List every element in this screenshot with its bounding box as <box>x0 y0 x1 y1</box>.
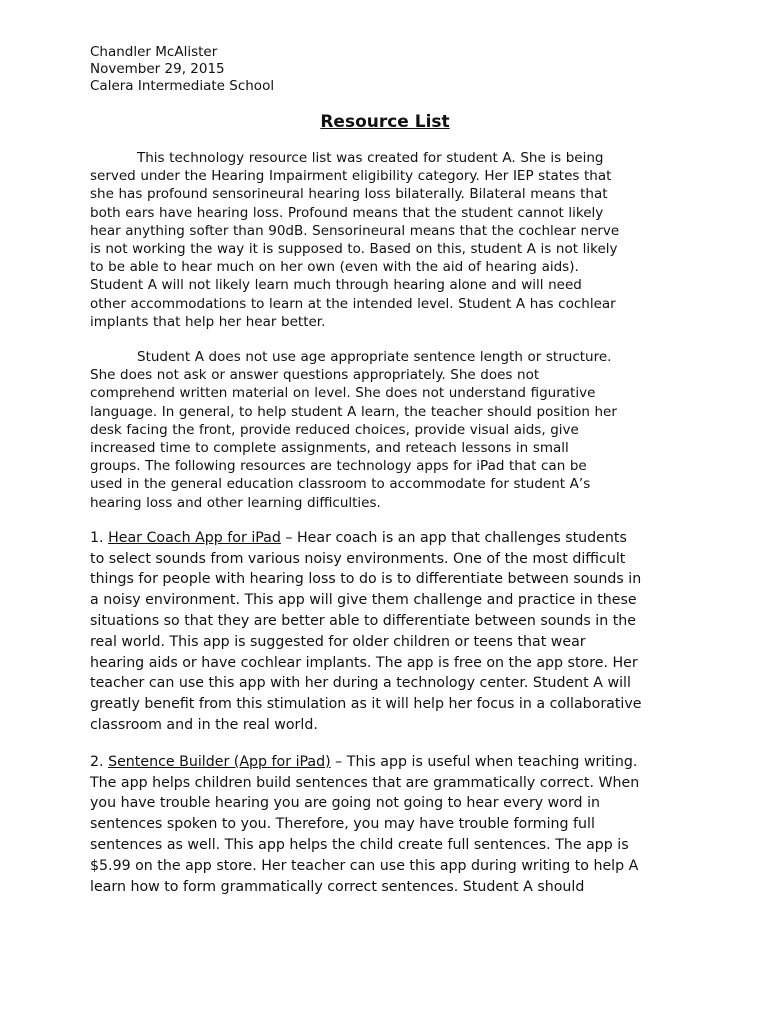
resource-line: a noisy environment. This app will give them challenge and practice in these <box>90 592 637 609</box>
resource-line: sentences as well. This app helps the child create full sentences. The app is <box>90 837 629 854</box>
school-name: Calera Intermediate School <box>90 78 275 94</box>
paragraph-line: she has profound sensorineural hearing loss bilaterally. Bilateral means that <box>90 186 608 203</box>
intro-paragraph-1 <box>90 149 690 331</box>
resource-line: classroom and in the real world. <box>90 717 318 734</box>
resource-line: greatly benefit from this stimulation as it will help her focus in a collaborative <box>90 696 642 713</box>
paragraph-line: implants that help her hear better. <box>90 313 326 330</box>
resource-line: hearing aids or have cochlear implants. The app is free on the app store. Her <box>90 654 638 671</box>
resource-item-2 <box>90 752 690 898</box>
resource-line: $5.99 on the app store. Her teacher can use this app during writing to help A <box>90 857 639 874</box>
paragraph-line: desk facing the front, provide reduced choices, provide visual aids, give <box>90 421 579 438</box>
resource-app-name: Sentence Builder (App for iPad) <box>108 753 331 770</box>
resource-first-line: 1. Hear Coach App for iPad – Hear coach is an app that challenges students <box>90 529 627 546</box>
paragraph-line: to be able to hear much on her own (even with the aid of hearing aids). <box>90 259 579 276</box>
resource-line: to select sounds from various noisy environments. One of the most difficult <box>90 550 626 567</box>
resource-line: situations so that they are better able to differentiate between sounds in the <box>90 613 637 630</box>
resource-line: things for people with hearing loss to do is to differentiate between sounds in <box>90 571 642 588</box>
resource-app-name: Hear Coach App for iPad <box>108 529 281 546</box>
paragraph-line: This technology resource list was created for student A. She is being <box>137 150 604 166</box>
document-page <box>90 44 690 897</box>
resource-line: sentences spoken to you. Therefore, you may have trouble forming full <box>90 816 595 833</box>
resource-first-line: 2. Sentence Builder (App for iPad) – This app is useful when teaching writing. <box>90 753 638 770</box>
paragraph-line: hear anything softer than 90dB. Sensorineural means that the cochlear nerve <box>90 222 620 239</box>
resource-line: teacher can use this app with her during a technology center. Student A will <box>90 675 631 692</box>
paragraph-line: Student A will not likely learn much through hearing alone and will need <box>90 277 582 294</box>
paragraph-line: used in the general education classroom to accommodate for student A’s <box>90 476 591 493</box>
resource-line: learn how to form grammatically correct sentences. Student A should <box>90 878 585 895</box>
paragraph-line: served under the Hearing Impairment eligibility category. Her IEP states that <box>90 168 612 185</box>
paragraph-line: comprehend written material on level. She does not understand figurative <box>90 385 596 402</box>
page-title: Resource List <box>320 112 450 132</box>
resource-line: you have trouble hearing you are going not going to hear every word in <box>90 795 601 812</box>
paragraph-line: both ears have hearing loss. Profound means that the student cannot likely <box>90 204 604 221</box>
resource-line: The app helps children build sentences that are grammatically correct. When <box>90 774 640 791</box>
paragraph-line: language. In general, to help student A learn, the teacher should position her <box>90 403 617 420</box>
paragraph-line: hearing loss and other learning difficulties. <box>90 494 381 511</box>
resource-number: 1. <box>90 529 104 546</box>
document-date: November 29, 2015 <box>90 61 225 77</box>
paragraph-line: Student A does not use age appropriate sentence length or structure. <box>137 349 612 366</box>
resource-number: 2. <box>90 753 104 770</box>
paragraph-line: increased time to complete assignments, and reteach lessons in small <box>90 440 569 457</box>
resource-item-1 <box>90 528 690 736</box>
author-name: Chandler McAlister <box>90 44 218 60</box>
paragraph-line: She does not ask or answer questions appropriately. She does not <box>90 367 540 384</box>
paragraph-line: groups. The following resources are technology apps for iPad that can be <box>90 458 587 475</box>
intro-paragraph-2 <box>90 348 690 512</box>
paragraph-line: other accommodations to learn at the intended level. Student A has cochlear <box>90 295 616 312</box>
paragraph-line: is not working the way it is supposed to. Based on this, student A is not likely <box>90 241 618 258</box>
resource-line: real world. This app is suggested for older children or teens that wear <box>90 633 586 650</box>
